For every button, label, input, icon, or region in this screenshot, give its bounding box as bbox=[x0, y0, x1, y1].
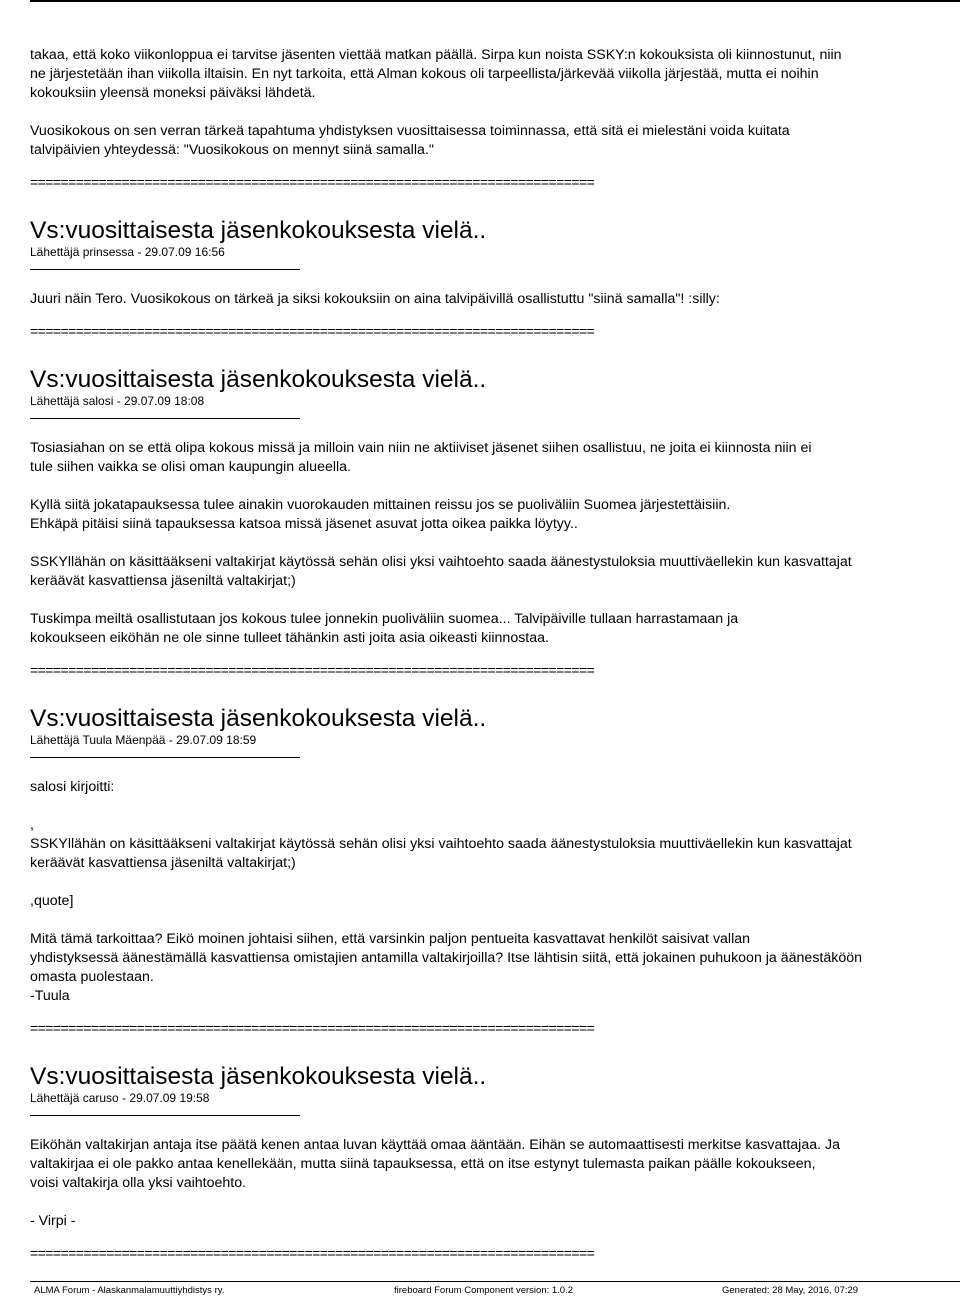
text-line: SSKYllähän on käsittääkseni valtakirjat käytössä sehän olisi yksi vaihtoehto saada äänestystuloksia muuttiväellekin kun kasvattajat bbox=[30, 554, 852, 570]
footer-site-name: ALMA Forum - Alaskanmalamuuttiyhdistys ry. bbox=[34, 1285, 225, 1296]
post-title: Vs:vuosittaisesta jäsenkokouksesta vielä.. bbox=[30, 705, 487, 732]
text-line: tule siihen vaikka se olisi oman kaupungin alueella. bbox=[30, 459, 351, 475]
text-line: talvipäivien yhteydessä: "Vuosikokous on mennyt siinä samalla." bbox=[30, 142, 434, 158]
text-line: Tuskimpa meiltä osallistutaan jos kokous tulee jonnekin puoliväliin suomea... Talvipäiville tullaan harrastamaan ja bbox=[30, 611, 739, 627]
post-title: Vs:vuosittaisesta jäsenkokouksesta vielä.. bbox=[30, 366, 487, 393]
footer-generated-date: Generated: 28 May, 2016, 07:29 bbox=[722, 1285, 859, 1296]
intro-paragraph-2 bbox=[30, 122, 960, 160]
text-line: ne järjestetään ihan viikolla iltaisin. En nyt tarkoita, että Alman kokous oli tarpeellista/järkevää viikolla järjestää, mutta ei noihin bbox=[30, 66, 819, 82]
text-line: omasta puolestaan. bbox=[30, 969, 154, 985]
forum-thread-content bbox=[30, 46, 960, 1263]
post-separator: ========================================================================== bbox=[30, 1020, 595, 1036]
post-meta: Lähettäjä caruso - 29.07.09 19:58 bbox=[30, 1091, 210, 1105]
post-separator: ========================================================================== bbox=[30, 323, 595, 339]
footer-rule bbox=[30, 1281, 960, 1282]
post-separator: ========================================================================== bbox=[30, 662, 595, 678]
text-line: kokoukseen eiköhän ne ole sinne tulleet tähänkin asti joita asia oikeasti kiinnostaa. bbox=[30, 630, 549, 646]
text-line: ,quote] bbox=[30, 893, 74, 909]
top-border-rule bbox=[30, 0, 960, 2]
text-line: Eiköhän valtakirjan antaja itse päätä kenen antaa luvan käyttää omaa ääntään. Eihän se automaattisesti merkitse kasvattajaa. Ja bbox=[30, 1137, 840, 1153]
text-line: takaa, että koko viikonloppua ei tarvitse jäsenten viettää matkan päällä. Sirpa kun noista SSKY:n kokouksista oli kiinnostunut, niin bbox=[30, 47, 842, 63]
text-line: -Tuula bbox=[30, 988, 70, 1004]
post-prinsessa bbox=[30, 217, 960, 341]
text-line: keräävät kasvattiensa jäseniltä valtakirjat;) bbox=[30, 573, 296, 589]
intro-paragraph-1 bbox=[30, 46, 960, 103]
text-line: Tosiasiahan on se että olipa kokous missä ja milloin vain niin ne aktiiviset jäsenet siihen osallistuu, ne joita ei kiinnosta niin ei bbox=[30, 440, 812, 456]
text-line: SSKYllähän on käsittääkseni valtakirjat käytössä sehän olisi yksi vaihtoehto saada äänestystuloksia muuttiväellekin kun kasvattajat bbox=[30, 836, 852, 852]
text-line: Juuri näin Tero. Vuosikokous on tärkeä ja siksi kokouksiin on aina talvipäivillä osallistuttu "siinä samalla"! :silly: bbox=[30, 291, 720, 307]
text-line: keräävät kasvattiensa jäseniltä valtakirjat;) bbox=[30, 855, 296, 871]
post-separator: ========================================================================== bbox=[30, 1245, 595, 1261]
text-line: valtakirjaa ei ole pakko antaa kenellekään, mutta siinä tapauksessa, että on itse estynyt tulemasta paikan päälle kokoukseen, bbox=[30, 1156, 816, 1172]
text-line: voisi valtakirja olla yksi vaihtoehto. bbox=[30, 1175, 247, 1191]
page-footer bbox=[0, 1284, 960, 1297]
post-title: Vs:vuosittaisesta jäsenkokouksesta vielä.. bbox=[30, 217, 487, 244]
text-line: Kyllä siitä jokatapauksessa tulee ainakin vuorokauden mittainen reissu jos se puoliväliin Suomea järjestettäisiin. bbox=[30, 497, 731, 513]
post-caruso bbox=[30, 1063, 960, 1263]
text-line: - Virpi - bbox=[30, 1213, 76, 1229]
text-line: , bbox=[30, 817, 34, 833]
text-line: Mitä tämä tarkoittaa? Eikö moinen johtaisi siihen, että varsinkin paljon pentueita kasvattavat henkilöt saisivat vallan bbox=[30, 931, 751, 947]
text-line: yhdistyksessä äänestämällä kasvattiensa omistajien antamilla valtakirjoilla? Itse lähtisin siitä, että jokainen puhukoon ja äänestäköön bbox=[30, 950, 863, 966]
post-salosi bbox=[30, 366, 960, 680]
post-separator: ========================================================================== bbox=[30, 174, 595, 190]
text-line: Vuosikokous on sen verran tärkeä tapahtuma yhdistyksen vuosittaisessa toiminnassa, että sitä ei mielestäni voida kuitata bbox=[30, 123, 790, 139]
text-line: Ehkäpä pitäisi siinä tapauksessa katsoa missä jäsenet asuvat jotta oikea paikka löytyy.. bbox=[30, 516, 578, 532]
post-meta: Lähettäjä salosi - 29.07.09 18:08 bbox=[30, 394, 205, 408]
post-meta: Lähettäjä Tuula Mäenpää - 29.07.09 18:59 bbox=[30, 733, 257, 747]
footer-component-version: fireboard Forum Component version: 1.0.2 bbox=[394, 1285, 574, 1296]
post-meta: Lähettäjä prinsessa - 29.07.09 16:56 bbox=[30, 245, 225, 259]
text-line: kokouksiin yleensä moneksi päiväksi lähdetä. bbox=[30, 85, 316, 101]
post-title: Vs:vuosittaisesta jäsenkokouksesta vielä.. bbox=[30, 1063, 487, 1090]
text-line: salosi kirjoitti: bbox=[30, 779, 115, 795]
post-tuula-maenpaa bbox=[30, 705, 960, 1038]
